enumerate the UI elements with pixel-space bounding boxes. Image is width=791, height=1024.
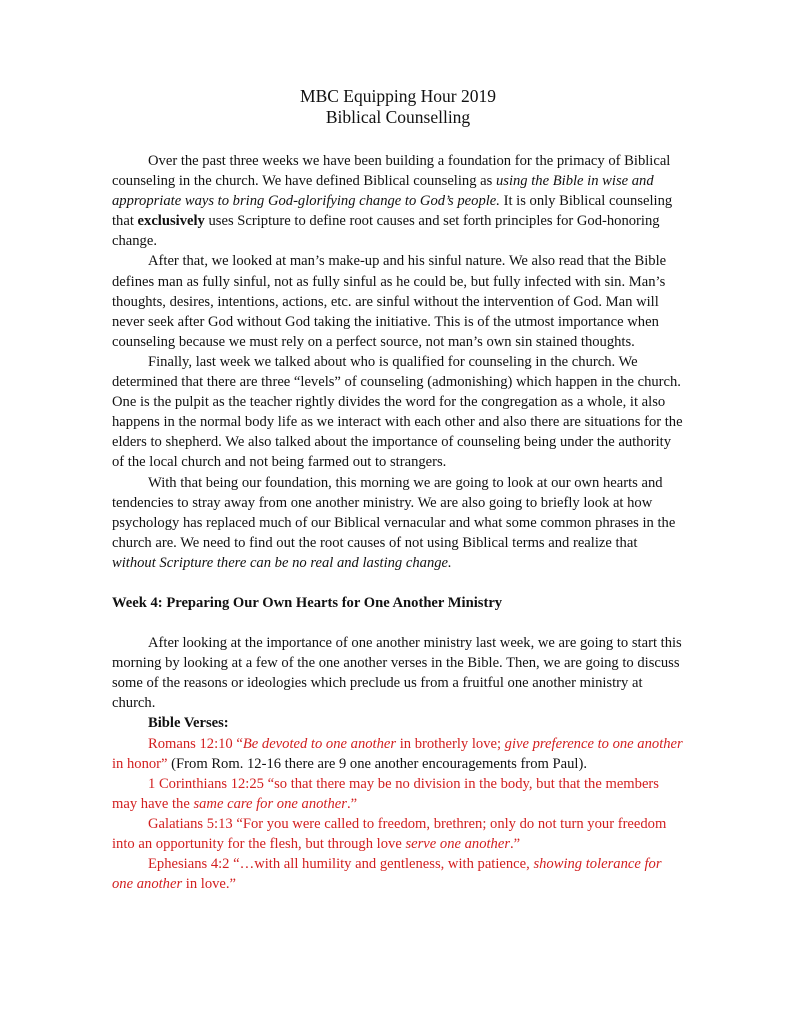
- verse-gal-em: serve one another: [405, 836, 511, 852]
- verse-romans-ref: Romans 12:10 “: [148, 735, 243, 752]
- verse-cor-text: 1 Corinthians 12:25 “so that there may be no division in the body, but that the members may have the: [112, 775, 659, 812]
- verse-corinthians: [112, 774, 684, 814]
- title-block: [112, 86, 684, 128]
- section-heading: Week 4: Preparing Our Own Hearts for One Another Ministry: [112, 594, 503, 611]
- verse-cor-em: same care for one another: [193, 795, 347, 812]
- intro-p1-text-a: Over the past three weeks we have been building a foundation for the primacy of Biblical counseling in the church. We have defined Biblical counseling as: [112, 153, 671, 190]
- intro-paragraph-4: [112, 473, 684, 573]
- intro-p1-bold: exclusively: [137, 213, 205, 230]
- intro-p1-text-b: It is only Biblical counseling that: [112, 193, 673, 230]
- verse-ephesians: [112, 854, 684, 894]
- verse-romans-note: (From Rom. 12-16 there are 9 one another encouragements from Paul).: [167, 755, 587, 772]
- bible-verses-label: Bible Verses:: [148, 715, 229, 732]
- section-paragraph-1: After looking at the importance of one another ministry last week, we are going to start this morning by looking at a few of the one another verses in the Bible. Then, we are going to discuss some of the reasons or ideologies which preclude us from a fruitful one another ministry at church.: [112, 635, 682, 712]
- verse-galatians: [112, 814, 684, 854]
- intro-paragraph-1: [112, 151, 684, 251]
- intro-p4-emphasis: without Scripture there can be no real and lasting change.: [112, 554, 452, 571]
- verse-romans: [112, 734, 684, 774]
- verse-romans-mid: in brotherly love;: [396, 735, 505, 752]
- intro-p1-definition: using the Bible in wise and appropriate ways to bring God-glorifying change to God’s people.: [112, 173, 654, 210]
- verse-romans-end: in honor”: [112, 755, 168, 772]
- document-subtitle: Biblical Counselling: [325, 107, 471, 127]
- intro-p4-text: With that being our foundation, this morning we are going to look at our own hearts and tendencies to stray away from one another ministry. We are also going to briefly look at how psychology has replaced much of our Biblical vernacular and what some common phrases in the church are. We need to find out the root causes of not using Biblical terms and realize that: [112, 474, 676, 551]
- verse-romans-em1: Be devoted to one another: [242, 735, 397, 752]
- intro-p1-text-c: uses Scripture to define root causes and set forth principles for God-honoring change.: [112, 213, 660, 250]
- intro-paragraph-3: Finally, last week we talked about who is qualified for counseling in the church. We determined that there are three “levels” of counseling (admonishing) which happen in the church. One is the pulpit as the teacher rightly divides the word for the congregation as a whole, it also happens in the normal body life as we interact with each other and also there are situations for the elders to shepherd. We also talked about the importance of counseling being under the authority of the local church and not being farmed out to strangers.: [112, 353, 683, 471]
- document-page: [112, 86, 684, 894]
- verse-gal-end: .”: [510, 836, 521, 852]
- verse-eph-end: in love.”: [182, 876, 237, 893]
- verse-gal-text: Galatians 5:13 “For you were called to freedom, brethren; only do not turn your freedom into an opportunity for the flesh, but through love: [112, 815, 667, 852]
- document-title: MBC Equipping Hour 2019: [300, 86, 496, 106]
- intro-paragraph-2: After that, we looked at man’s make-up and his sinful nature. We also read that the Bible defines man as fully sinful, not as fully sinful as he could be, but fully infected with sin. Man’s thoughts, desires, intentions, actions, etc. are sinful without the intervention of God. Man will never seek after God without God taking the initiative. This is of the utmost importance when counseling because we must rely on a perfect source, not man’s own sin stained thoughts.: [112, 253, 667, 350]
- verse-eph-em: showing tolerance for one another: [112, 856, 662, 893]
- verse-eph-text: Ephesians 4:2 “…with all humility and gentleness, with patience,: [148, 856, 534, 873]
- verse-cor-end: .”: [346, 795, 358, 812]
- verse-romans-em2: give preference to one another: [504, 735, 683, 752]
